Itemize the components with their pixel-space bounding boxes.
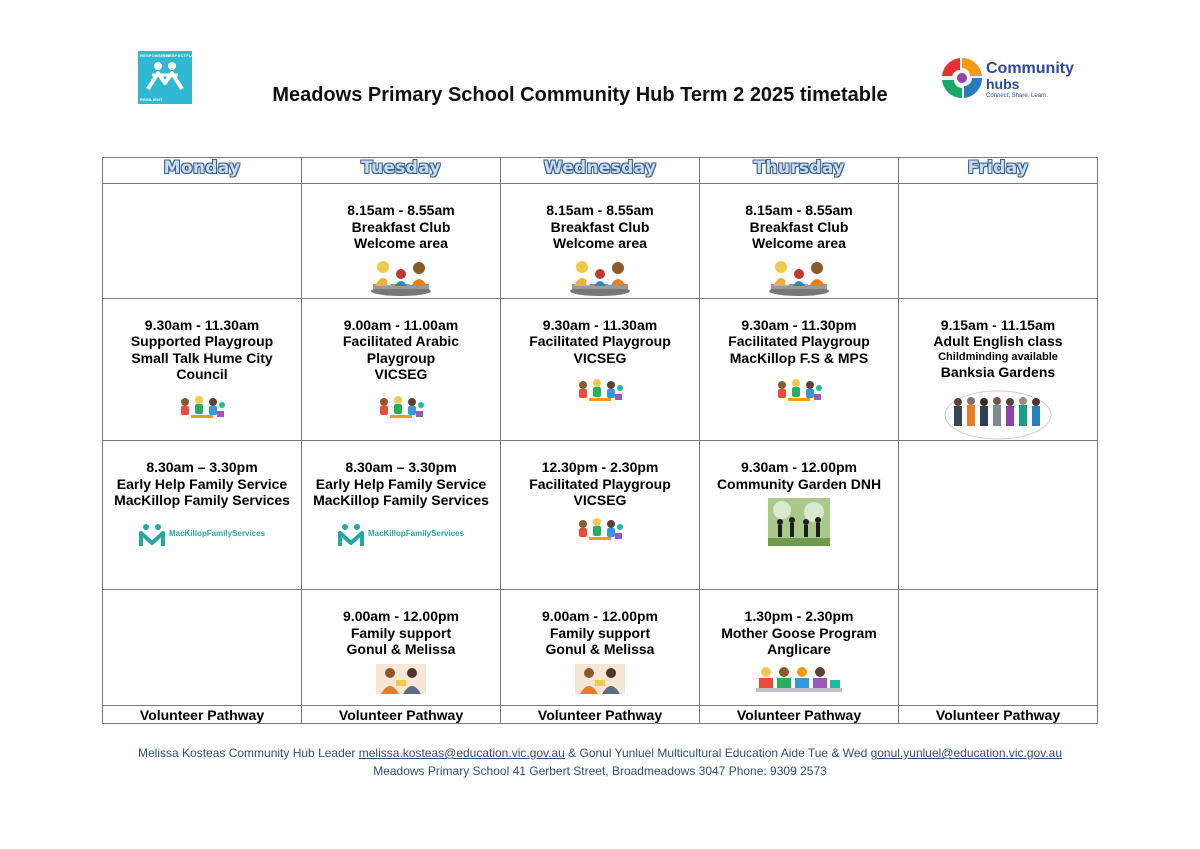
session-cell — [700, 298, 899, 441]
breakfast-club-illustration-icon — [700, 258, 898, 298]
playgroup-illustration-icon — [700, 376, 898, 406]
playgroup-illustration-icon — [501, 376, 699, 406]
email-link-gonul[interactable]: gonul.yunluel@education.vic.gov.au — [870, 746, 1062, 760]
session-cell — [103, 441, 302, 590]
email-link-melissa[interactable]: melissa.kosteas@education.vic.gov.au — [358, 746, 565, 760]
session-time: 8.30am – 3.30pm — [345, 459, 457, 475]
session-text: Early Help Family Service — [116, 475, 288, 492]
day-header: Monday — [103, 158, 302, 184]
mackillop-icon — [338, 523, 364, 547]
session-details — [700, 299, 898, 367]
playgroup-illustration-icon — [103, 393, 301, 423]
session-time: 9.00am - 12.00pm — [542, 608, 658, 624]
session-details — [302, 299, 500, 383]
session-text: Family support — [350, 624, 452, 641]
session-text: Facilitated Arabic — [342, 333, 460, 349]
session-text: MacKillop F.S & MPS — [729, 349, 869, 366]
session-text: VICSEG — [573, 492, 627, 508]
family-support-illustration-icon — [501, 664, 699, 694]
session-details — [501, 590, 699, 658]
timetable-row — [103, 298, 1098, 441]
session-cell — [103, 184, 302, 299]
session-cell — [899, 298, 1098, 441]
timetable-row — [103, 184, 1098, 299]
session-text: Facilitated Playgroup — [728, 333, 870, 349]
mackillop-logo-text: Services — [232, 529, 266, 539]
session-cell — [501, 590, 700, 706]
mackillop-logo-text: Family — [405, 529, 432, 539]
session-text: VICSEG — [573, 349, 627, 366]
session-time: 9.30am - 11.30pm — [741, 316, 857, 333]
session-text: Small Talk Hume City — [131, 349, 273, 366]
session-text: Council — [176, 366, 228, 382]
footer-contact — [0, 746, 1200, 760]
playgroup-illustration-icon — [302, 393, 500, 423]
mackillop-logo — [302, 523, 500, 547]
session-text: Welcome area — [553, 235, 647, 251]
session-cell — [899, 441, 1098, 590]
session-cell — [899, 184, 1098, 299]
session-time: 9.00am - 11.00am — [343, 316, 459, 333]
volunteer-row — [103, 706, 1098, 724]
session-details — [302, 441, 500, 509]
session-text: MacKillop Family Services — [114, 492, 290, 508]
family-support-illustration-icon — [302, 664, 500, 694]
session-details — [103, 441, 301, 509]
session-details — [700, 184, 898, 252]
session-text: Breakfast Club — [550, 218, 650, 235]
session-details — [501, 441, 699, 509]
session-cell — [700, 441, 899, 590]
hubs-name: Community — [986, 60, 1074, 77]
mackillop-logo-text: MacKillop — [367, 529, 406, 539]
mackillop-logo-text: MacKillop — [168, 529, 207, 539]
session-details — [302, 184, 500, 252]
session-cell — [302, 441, 501, 590]
volunteer-pathway-label: Volunteer Pathway — [302, 706, 501, 724]
volunteer-pathway-label: Volunteer Pathway — [899, 706, 1098, 724]
mackillop-icon — [139, 523, 165, 547]
session-text: Family support — [549, 624, 651, 641]
session-cell — [501, 298, 700, 441]
session-time: 8.15am - 8.55am — [745, 202, 853, 218]
session-cell — [103, 298, 302, 441]
day-header-row — [103, 158, 1098, 184]
session-cell — [700, 184, 899, 299]
session-cell — [103, 590, 302, 706]
day-header: Thursday — [700, 158, 899, 184]
session-text: VICSEG — [374, 366, 428, 382]
session-text: Gonul & Melissa — [346, 641, 456, 657]
session-cell — [302, 590, 501, 706]
session-note: Childminding available — [938, 350, 1058, 363]
logo-word: RESPONSIBLE — [140, 53, 171, 58]
session-time: 12.30pm - 2.30pm — [541, 459, 659, 475]
volunteer-pathway-label: Volunteer Pathway — [103, 706, 302, 724]
session-details — [302, 590, 500, 658]
session-venue: Banksia Gardens — [940, 363, 1056, 380]
footer-text: & Gonul Yunluel Multicultural Education Aide Tue & Wed — [564, 746, 871, 760]
breakfast-club-illustration-icon — [302, 258, 500, 298]
mackillop-logo-text: Services — [431, 529, 465, 539]
footer-address: Meadows Primary School 41 Gerbert Street, Broadmeadows 3047 Phone: 9309 2573 — [373, 764, 827, 778]
logo-word: RESPECTFUL — [166, 53, 195, 58]
session-text: Welcome area — [752, 235, 846, 251]
community-garden-illustration-icon — [700, 498, 898, 546]
day-header: Tuesday — [302, 158, 501, 184]
playgroup-illustration-icon — [501, 515, 699, 545]
day-header: Wednesday — [501, 158, 700, 184]
session-time: 8.30am – 3.30pm — [146, 459, 258, 475]
reading-children-illustration-icon — [700, 664, 898, 694]
mackillop-logo — [103, 523, 301, 547]
adult-class-group-illustration-icon — [899, 390, 1097, 440]
timetable — [102, 157, 1098, 724]
session-time: 1.30pm - 2.30pm — [744, 608, 854, 624]
session-time: 9.00am - 12.00pm — [343, 608, 459, 624]
page-title: Meadows Primary School Community Hub Term 2 2025 timetable — [272, 84, 888, 106]
timetable-row — [103, 441, 1098, 590]
volunteer-pathway-label: Volunteer Pathway — [501, 706, 700, 724]
session-details — [899, 299, 1097, 381]
session-text: Anglicare — [767, 641, 831, 657]
session-cell — [302, 298, 501, 441]
hubs-name-2: hubs — [986, 76, 1020, 92]
session-text: Facilitated Playgroup — [529, 475, 671, 492]
session-text: Facilitated Playgroup — [529, 333, 671, 349]
mackillop-logo-text: Family — [206, 529, 233, 539]
session-text: Welcome area — [354, 235, 448, 251]
session-cell — [501, 184, 700, 299]
hubs-tagline: Connect. Share. Learn. — [986, 93, 1049, 99]
session-cell — [899, 590, 1098, 706]
session-time: 8.15am - 8.55am — [546, 202, 654, 218]
session-time: 9.30am - 11.30am — [144, 316, 260, 333]
logo-word: RESILIENT — [140, 97, 163, 102]
session-text: Playgroup — [366, 349, 436, 366]
session-text: Adult English class — [933, 333, 1063, 349]
timetable-row — [103, 590, 1098, 706]
session-cell — [501, 441, 700, 590]
session-time: 8.15am - 8.55am — [347, 202, 455, 218]
session-text: MacKillop Family Services — [313, 492, 489, 508]
session-time: 9.15am - 11.15am — [940, 316, 1056, 333]
session-details — [501, 299, 699, 367]
day-header: Friday — [899, 158, 1098, 184]
session-cell — [302, 184, 501, 299]
breakfast-club-illustration-icon — [501, 258, 699, 298]
session-time: 9.30am - 12.00pm — [741, 459, 857, 475]
session-text: Breakfast Club — [351, 218, 451, 235]
session-text: Breakfast Club — [749, 218, 849, 235]
session-text: Community Garden DNH — [716, 475, 882, 492]
session-details — [103, 299, 301, 383]
session-details — [700, 441, 898, 492]
session-cell — [700, 590, 899, 706]
volunteer-pathway-label: Volunteer Pathway — [700, 706, 899, 724]
session-time: 9.30am - 11.30am — [542, 316, 658, 333]
session-text: Mother Goose Program — [721, 624, 877, 641]
session-details — [501, 184, 699, 252]
footer-text: Melissa Kosteas Community Hub Leader — [138, 746, 359, 760]
session-details — [700, 590, 898, 658]
session-text: Gonul & Melissa — [545, 641, 655, 657]
session-text: Early Help Family Service — [315, 475, 487, 492]
session-text: Supported Playgroup — [130, 333, 274, 349]
